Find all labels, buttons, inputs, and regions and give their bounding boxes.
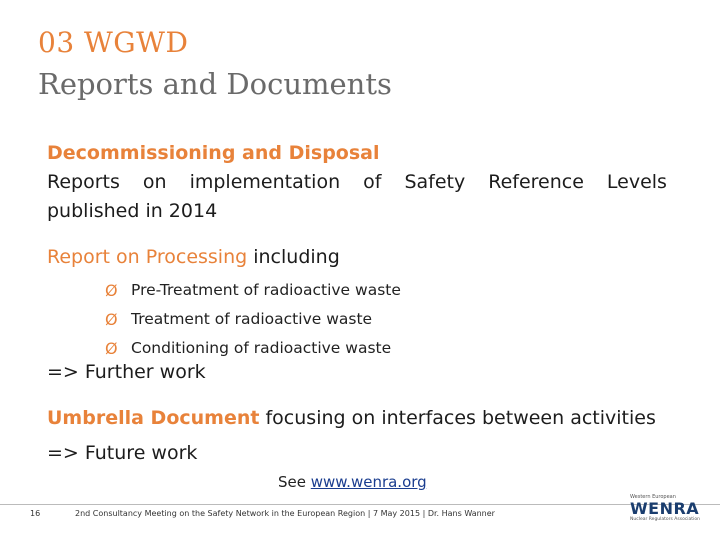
wenra-link[interactable]: www.wenra.org	[310, 473, 427, 491]
wenra-logo	[630, 494, 705, 532]
arrow-bullet-icon: Ø	[105, 310, 118, 329]
logo-top-text: Western European	[630, 494, 676, 500]
see-prefix: See	[278, 473, 311, 491]
word: Reference	[488, 171, 584, 193]
page-number: 16	[30, 509, 41, 518]
orange-heading: Report on Processing	[47, 246, 248, 268]
list-item-text: Pre-Treatment of radioactive waste	[131, 281, 401, 299]
bullet-list	[105, 276, 401, 363]
word: implementation	[189, 171, 341, 193]
footer-divider	[0, 504, 720, 505]
list-item	[105, 276, 401, 305]
future-work: => Future work	[47, 442, 198, 464]
section-heading: Decommissioning and Disposal	[47, 142, 380, 164]
footer-text: 2nd Consultancy Meeting on the Safety Network in the European Region | 7 May 2015 | Dr. Hans Wanner	[75, 509, 495, 518]
arrow-bullet-icon: Ø	[105, 281, 118, 300]
logo-sub-text: Nuclear Regulators Association	[630, 517, 700, 522]
orange-heading: Umbrella Document	[47, 407, 260, 429]
section-decommissioning	[47, 139, 667, 226]
logo-main-text: WENRA	[630, 499, 700, 518]
section-umbrella	[47, 404, 656, 468]
word: Reports	[47, 171, 120, 193]
see-reference	[278, 473, 427, 491]
body-text: published in 2014	[47, 200, 218, 222]
justified-line	[47, 168, 667, 197]
slide-title-line1: 03 WGWD	[38, 26, 189, 59]
heading-rest: focusing on interfaces between activities	[259, 407, 656, 429]
word: Safety	[404, 171, 466, 193]
word: on	[142, 171, 167, 193]
word: of	[363, 171, 382, 193]
list-item-text: Treatment of radioactive waste	[131, 310, 373, 328]
further-work: => Further work	[47, 361, 206, 383]
list-item-text: Conditioning of radioactive waste	[131, 339, 392, 357]
word: Levels	[606, 171, 667, 193]
section-processing-heading	[47, 243, 340, 272]
slide-title-line2: Reports and Documents	[38, 67, 392, 101]
umbrella-heading	[47, 404, 656, 433]
arrow-bullet-icon: Ø	[105, 339, 118, 358]
list-item	[105, 305, 401, 334]
heading-rest: including	[247, 246, 340, 268]
